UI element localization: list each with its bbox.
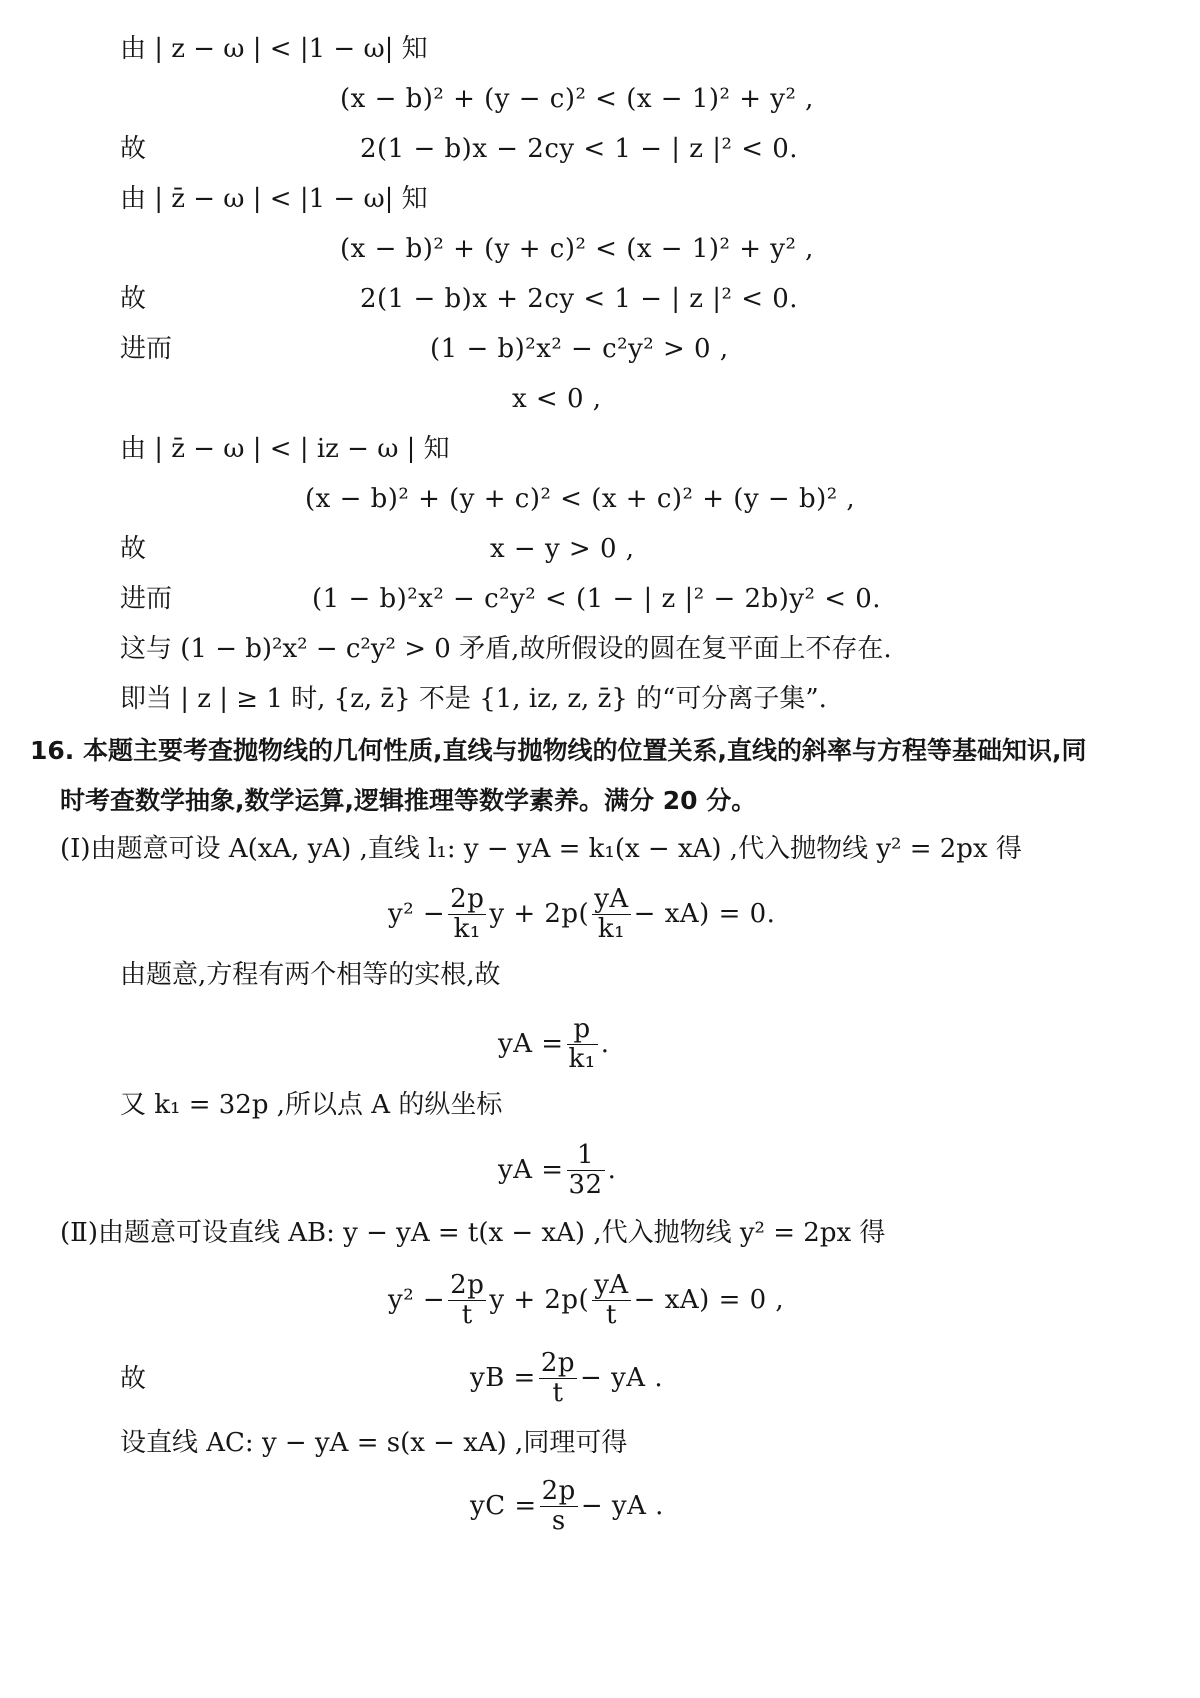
denominator: k₁ — [597, 914, 626, 945]
eq-middle: y + 2p( — [489, 1284, 590, 1315]
yb-formula — [470, 1350, 663, 1408]
numerator: yA — [594, 884, 629, 914]
inequality-6: x < 0 , — [512, 384, 602, 414]
denominator: t — [461, 1300, 473, 1331]
eq-suffix: − yA . — [580, 1490, 664, 1521]
fraction — [540, 1478, 578, 1536]
numerator: 1 — [567, 1142, 605, 1171]
numerator: yA — [594, 1270, 629, 1300]
problem-16-heading-cont: 时考查数学抽象,数学运算,逻辑推理等数学素养。满分 20 分。 — [60, 786, 757, 815]
inequality-5: (1 − b)²x² − c²y² > 0 , — [430, 334, 729, 364]
eq-prefix: y² − — [388, 1284, 446, 1315]
eq-suffix: − xA) = 0 , — [633, 1284, 785, 1315]
numerator: 2p — [450, 884, 485, 914]
fraction — [592, 1272, 630, 1330]
eq-suffix: − xA) = 0. — [633, 898, 776, 929]
inequality-8: x − y > 0 , — [490, 534, 635, 564]
eq-suffix: . — [600, 1028, 610, 1059]
k1-line: 又 k₁ = 32p ,所以点 A 的纵坐标 — [120, 1090, 503, 1120]
fraction — [567, 1142, 605, 1200]
numerator: 2p — [540, 1348, 576, 1378]
line-ac-intro: 设直线 AC: y − yA = s(x − xA) ,同理可得 — [120, 1428, 628, 1458]
denominator: s — [551, 1506, 566, 1537]
eq-prefix: yA = — [498, 1154, 564, 1185]
quadratic-equation-2 — [388, 1272, 784, 1330]
inequality-7: (x − b)² + (y + c)² < (x + c)² + (y − b)² , — [305, 484, 856, 514]
eq-prefix: y² − — [388, 898, 446, 929]
part-1-intro: (Ⅰ)由题意可设 A(xA, yA) ,直线 l₁: y − yA = k₁(x − xA) ,代入抛物线 y² = 2px 得 — [60, 834, 1022, 864]
denominator: 32 — [568, 1170, 603, 1201]
eq-prefix: yC = — [470, 1490, 537, 1521]
eq-middle: y + 2p( — [489, 898, 590, 929]
therefore-label: 故 — [120, 134, 147, 164]
furthermore-label: 进而 — [120, 584, 173, 614]
inequality-2: 2(1 − b)x − 2cy < 1 − | z |² < 0. — [360, 134, 799, 164]
inequality-3: (x − b)² + (y + c)² < (x − 1)² + y² , — [340, 234, 814, 264]
denominator: k₁ — [568, 1044, 596, 1075]
fraction — [567, 1016, 598, 1074]
eq-suffix: . — [607, 1154, 617, 1185]
fraction — [539, 1350, 577, 1408]
ya-formula — [498, 1016, 609, 1074]
therefore-label: 故 — [120, 534, 147, 564]
therefore-label: 故 — [120, 1364, 147, 1394]
inequality-9: (1 − b)²x² − c²y² < (1 − | z |² − 2b)y² < 0. — [312, 584, 882, 614]
denominator: t — [552, 1378, 564, 1409]
denominator: k₁ — [453, 914, 481, 945]
ya-value — [498, 1142, 616, 1200]
equal-roots-line: 由题意,方程有两个相等的实根,故 — [120, 960, 501, 990]
numerator: 2p — [450, 1270, 485, 1300]
conclusion-line: 即当 | z | ≥ 1 时, {z, z̄} 不是 {1, iz, z, z̄} 的“可分离子集”. — [120, 684, 827, 714]
numerator: 2p — [541, 1476, 576, 1506]
part-2-intro: (Ⅱ)由题意可设直线 AB: y − yA = t(x − xA) ,代入抛物线 y² = 2px 得 — [60, 1218, 886, 1248]
condition-line-2: 由 | z̄ − ω | < |1 − ω| 知 — [120, 184, 428, 214]
numerator: p — [567, 1016, 598, 1045]
inequality-4: 2(1 − b)x + 2cy < 1 − | z |² < 0. — [360, 284, 799, 314]
yc-formula — [470, 1478, 664, 1536]
denominator: t — [605, 1300, 617, 1331]
inequality-1: (x − b)² + (y − c)² < (x − 1)² + y² , — [340, 84, 814, 114]
problem-16-heading: 16. 本题主要考查抛物线的几何性质,直线与抛物线的位置关系,直线的斜率与方程等基础知识,同 — [30, 736, 1087, 765]
eq-prefix: yA = — [498, 1028, 564, 1059]
fraction — [448, 886, 486, 944]
condition-line-3: 由 | z̄ − ω | < | iz − ω | 知 — [120, 434, 450, 464]
eq-suffix: − yA . — [580, 1362, 664, 1393]
fraction — [448, 1272, 486, 1330]
eq-prefix: yB = — [470, 1362, 536, 1393]
furthermore-label: 进而 — [120, 334, 173, 364]
fraction — [592, 886, 630, 944]
contradiction-line: 这与 (1 − b)²x² − c²y² > 0 矛盾,故所假设的圆在复平面上不存在. — [120, 634, 892, 664]
condition-line-1: 由 | z − ω | < |1 − ω| 知 — [120, 34, 428, 64]
therefore-label: 故 — [120, 284, 147, 314]
quadratic-equation-1 — [388, 886, 775, 944]
